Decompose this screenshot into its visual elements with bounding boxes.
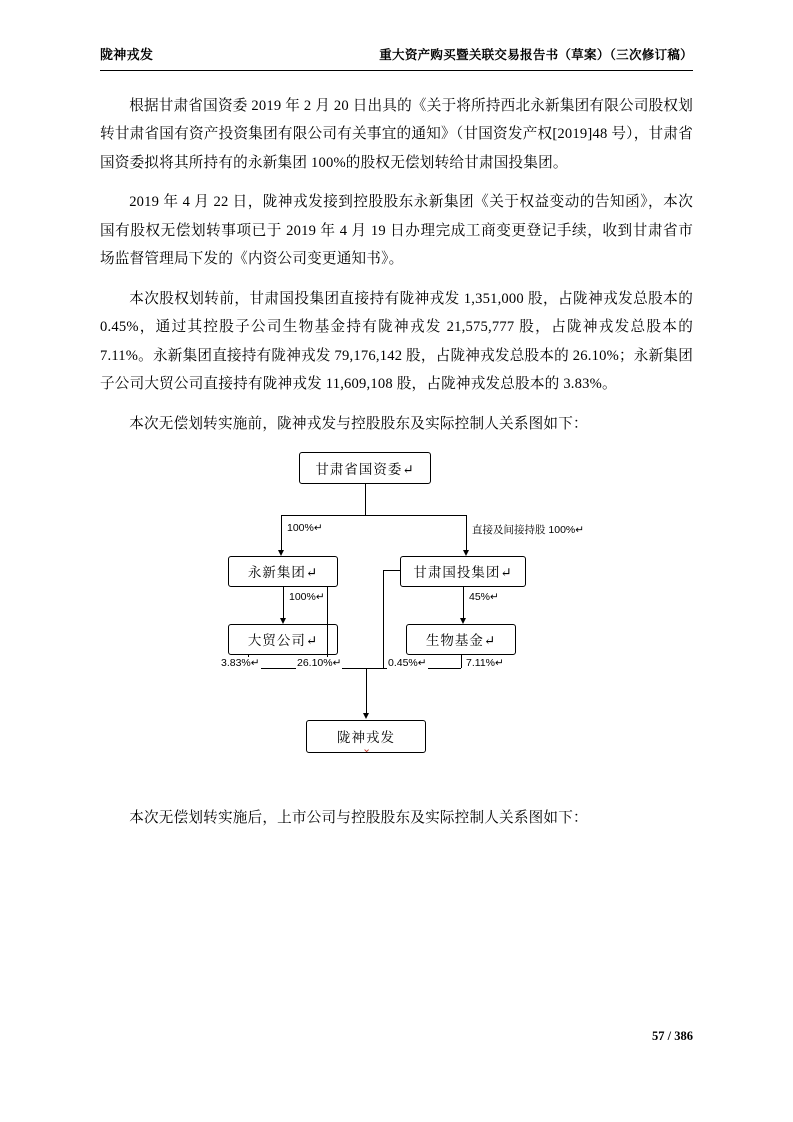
header-company-name: 陇神戎发 xyxy=(100,47,154,62)
paragraph-4: 本次无偿划转实施前，陇神戎发与控股股东及实际控制人关系图如下： xyxy=(129,415,588,432)
diagram-line-gstz-direct-down xyxy=(383,570,384,668)
page-number: 57 / 386 xyxy=(652,1029,693,1043)
diagram-label-damao-to-company: 3.83%↵ xyxy=(221,656,260,669)
diagram-line-gstz-to-biofund xyxy=(463,587,464,622)
diagram-line-biofund-down xyxy=(461,655,462,668)
diagram-label-sasac-to-gstz: 直接及间接持股 100%↵ xyxy=(472,523,585,536)
diagram-line-bus-bottom xyxy=(248,668,461,669)
paragraph-5: 本次无偿划转实施后，上市公司与控股股东及实际控制人关系图如下： xyxy=(129,809,588,826)
page-content xyxy=(100,92,693,843)
diagram-arrow-to-company xyxy=(363,713,369,719)
diagram-label-biofund-to-company: 7.11%↵ xyxy=(466,656,504,669)
diagram-line-yongxin-direct-down xyxy=(327,587,328,668)
diagram-node-sasac: 甘肃省国资委↵ xyxy=(299,452,431,484)
diagram-line-to-gstz xyxy=(466,515,467,554)
diagram-line-sasac-down xyxy=(365,484,366,515)
diagram-label-gstz-to-company: 0.45%↵ xyxy=(388,656,427,669)
diagram-line-yongxin-to-damao xyxy=(283,587,284,622)
diagram-company-annotation: ⌄ xyxy=(362,742,372,755)
diagram-node-yongxin: 永新集团↵ xyxy=(228,556,338,587)
diagram-line-to-yongxin xyxy=(281,515,282,554)
diagram-line-bus-to-company xyxy=(366,668,367,717)
ownership-structure-diagram xyxy=(100,452,693,782)
diagram-node-company: 陇神戎发 xyxy=(306,720,426,753)
diagram-node-biofund: 生物基金↵ xyxy=(406,624,516,655)
page-header xyxy=(100,44,693,63)
paragraph-1: 根据甘肃省国资委 2019 年 2 月 20 日出具的《关于将所持西北永新集团有限公司股权划转甘肃省国有资产投资集团有限公司有关事宜的通知》（甘国资发产权[2019]48 号），甘肃省国资委拟将其所持有的永新集团 100%的股权无偿划转给甘肃国投集团。 xyxy=(100,98,693,171)
diagram-node-damao: 大贸公司↵ xyxy=(228,624,338,655)
diagram-label-yongxin-to-damao: 100%↵ xyxy=(289,590,325,603)
diagram-label-sasac-to-yongxin: 100%↵ xyxy=(287,521,323,534)
paragraph-2: 2019 年 4 月 22 日，陇神戎发接到控股股东永新集团《关于权益变动的告知函》，本次国有股权无偿划转事项已于 2019 年 4 月 19 日办理完成工商变更登记手续，收到甘肃省市场监督管理局下发的《内资公司变更通知书》。 xyxy=(100,194,693,268)
diagram-label-yongxin-to-company: 26.10%↵ xyxy=(297,656,342,669)
paragraph-3: 本次股权划转前，甘肃国投集团直接持有陇神戎发 1,351,000 股，占陇神戎发总股本的 0.45%，通过其控股子公司生物基金持有陇神戎发 21,575,777 股，占陇神戎发总股本的 7.11%。永新集团直接持有陇神戎发 79,176,142 股，占陇神戎发总股本的 26.10%；永新集团子公司大贸公司直接持有陇神戎发 11,609,108 股，占陇神戎发总股本的 3.83%。 xyxy=(100,290,693,393)
diagram-line-bus-top xyxy=(281,515,466,516)
diagram-node-gstz: 甘肃国投集团↵ xyxy=(400,556,526,587)
diagram-line-gstz-left-stub xyxy=(383,570,400,571)
header-divider xyxy=(100,70,693,71)
header-document-title: 重大资产购买暨关联交易报告书（草案）（三次修订稿） xyxy=(379,48,693,62)
diagram-label-gstz-to-biofund: 45%↵ xyxy=(469,590,499,603)
